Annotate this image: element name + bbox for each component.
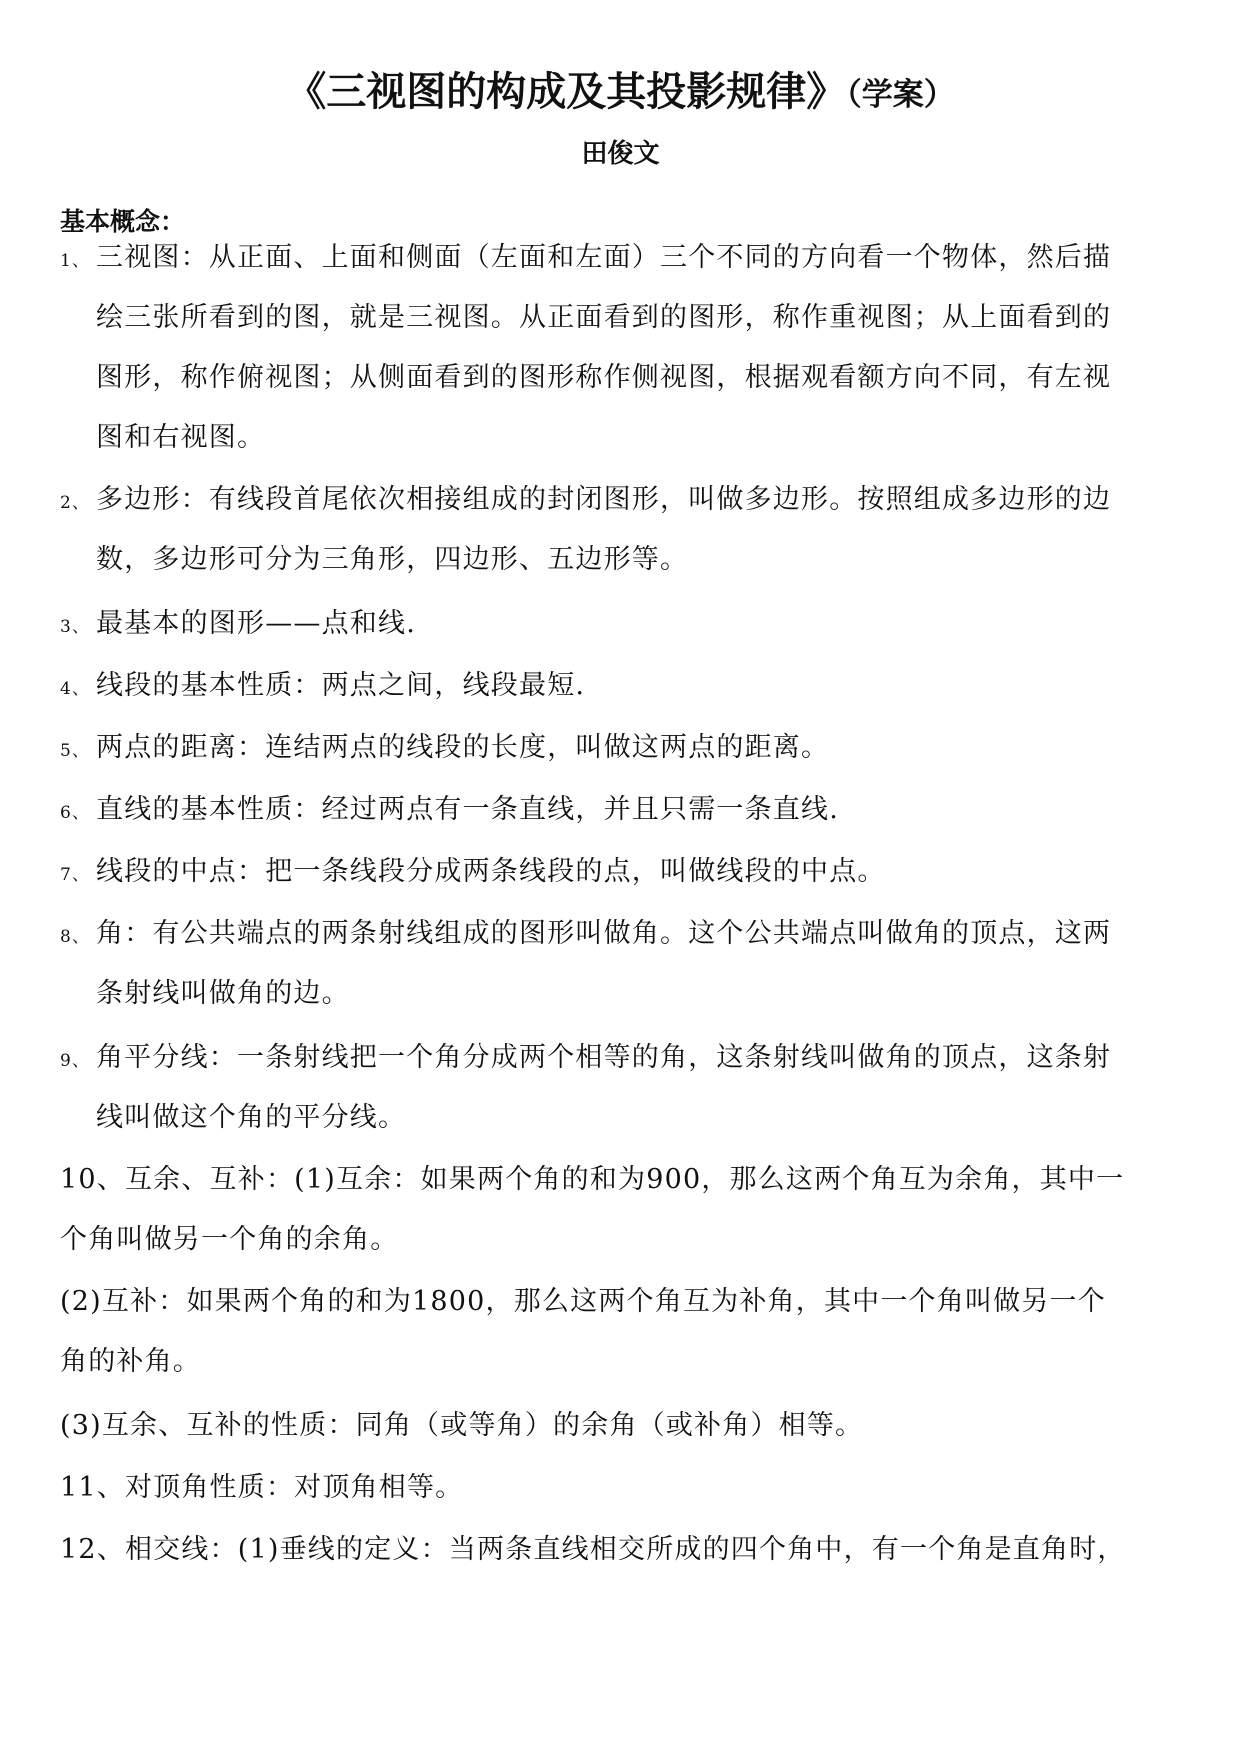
document-title xyxy=(0,62,1241,125)
item-9-line-2: 线叫做这个角的平分线。 xyxy=(96,1102,407,1133)
item-8-line-1: 8、 角：有公共端点的两条射线组成的图形叫做角。这个公共端点叫做角的顶点，这两 xyxy=(60,914,1111,957)
item-9-line-1: 9、 角平分线：一条射线把一个角分成两个相等的角，这条射线叫做角的顶点，这条射 xyxy=(60,1038,1111,1081)
item-number: 6、 xyxy=(60,803,91,823)
item-number: 9、 xyxy=(60,1051,91,1071)
title-suffix: （学案） xyxy=(846,77,955,113)
item-5-line-1: 5、 两点的距离：连结两点的线段的长度，叫做这两点的距离。 xyxy=(60,728,829,771)
item-1-line-1: 1、 三视图：从正面、上面和侧面（左面和左面）三个不同的方向看一个物体，然后描 xyxy=(60,238,1111,281)
item-number: 3、 xyxy=(60,617,91,637)
item-1-line-4: 图和右视图。 xyxy=(96,422,266,453)
item-1-line-2: 绘三张所看到的图，就是三视图。从正面看到的图形，称作重视图；从上面看到的 xyxy=(96,302,1112,333)
item-2-line-1: 2、 多边形：有线段首尾依次相接组成的封闭图形，叫做多边形。按照组成多边形的边 xyxy=(60,480,1111,523)
title-main: 《三视图的构成及其投影规律》 xyxy=(286,69,847,115)
item-2-line-2: 数，多边形可分为三角形，四边形、五边形等。 xyxy=(96,544,689,575)
item-8-line-2: 条射线叫做角的边。 xyxy=(96,978,350,1009)
item-1-line-3: 图形，称作俯视图；从侧面看到的图形称作侧视图，根据观看额方向不同，有左视 xyxy=(96,362,1112,393)
item-11-line-1: 11、对顶角性质：对顶角相等。 xyxy=(60,1472,464,1503)
item-number: 7、 xyxy=(60,865,91,885)
author: 田俊文 xyxy=(581,139,660,169)
item-number: 1、 xyxy=(60,251,91,271)
item-number: 5、 xyxy=(60,741,91,761)
item-10-line-4: 角的补角。 xyxy=(60,1346,201,1377)
item-6-line-1: 6、 直线的基本性质：经过两点有一条直线，并且只需一条直线. xyxy=(60,790,839,833)
item-number: 2、 xyxy=(60,493,91,513)
item-10-line-1: 10、互余、互补：(1)互余：如果两个角的和为900，那么这两个角互为余角，其中一 xyxy=(60,1164,1125,1195)
item-10-line-3: (2)互补：如果两个角的和为1800，那么这两个角互为补角，其中一个角叫做另一个 xyxy=(60,1286,1106,1317)
item-number: 8、 xyxy=(60,927,91,947)
item-10-line-2: 个角叫做另一个角的余角。 xyxy=(60,1224,399,1255)
section-heading: 基本概念： xyxy=(60,207,186,236)
item-10-line-5: (3)互余、互补的性质：同角（或等角）的余角（或补角）相等。 xyxy=(60,1410,864,1441)
item-3-line-1: 3、 最基本的图形——点和线. xyxy=(60,604,416,647)
item-7-line-1: 7、 线段的中点：把一条线段分成两条线段的点，叫做线段的中点。 xyxy=(60,852,886,895)
item-number: 4、 xyxy=(60,679,91,699)
item-4-line-1: 4、 线段的基本性质：两点之间，线段最短. xyxy=(60,666,585,709)
item-12-line-1: 12、相交线：(1)垂线的定义：当两条直线相交所成的四个角中，有一个角是直角时， xyxy=(60,1534,1126,1565)
